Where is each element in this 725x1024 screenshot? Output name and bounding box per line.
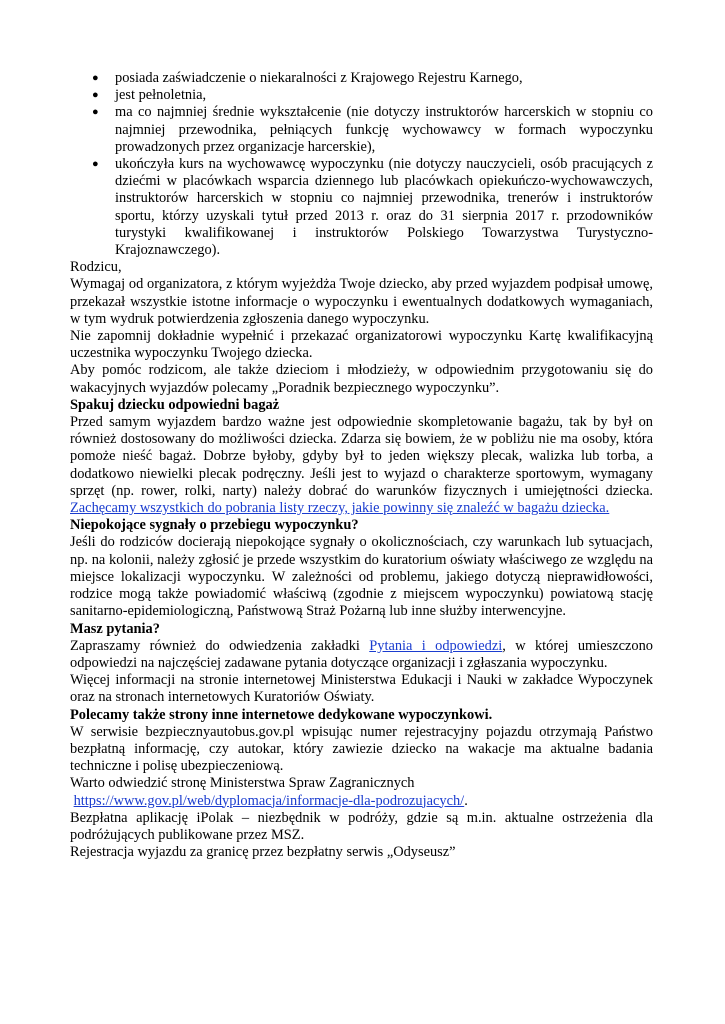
paragraph-bagaz-text: Przed samym wyjazdem bardzo ważne jest odpowiednie skompletowanie bagażu, tak by był on również dostosowany do możliwości dziecka. Zdarza się bowiem, że w pobliżu nie ma osoby, która pomoże nieść bagaż. Dobrze byłoby, gdyby był to jeden większy plecak, walizka lub torba, a dodatkowo niewielki plecak podręczny. Jeśli jest to wyjazd o charakterze sportowym, wymagany sprzęt (np. rower, rolki, narty) należy dobrać do warunków fizycznych i umiejętności dziecka. <box>70 414 653 499</box>
paragraph-pytania <box>70 638 653 672</box>
bullet-icon: ● <box>92 158 99 171</box>
paragraph-sygnaly: Jeśli do rodziców docierają niepokojące sygnały o okolicznościach, czy warunkach lub sytuacjach, np. na kolonii, należy zgłosić je przede wszystkim do kuratorium oświaty właściwego ze względu na miejsce lokalizacji wypoczynku. W zależności od problemu, jakiego dotyczą nieprawidłowości, rodzice mogą także powiadomić właściwą (zgodnie z miejscem wypoczynku) powiatową stację sanitarno-epidemiologiczną, Państwową Straż Pożarną lub inne służby interwencyjne. <box>70 534 653 620</box>
link-lista-rzeczy[interactable]: Zachęcamy wszystkich do pobrania listy rzeczy, jakie powinny się znaleźć w bagażu dziecka. <box>70 500 610 517</box>
heading-pytania: Masz pytania? <box>70 620 160 637</box>
link-msz[interactable]: https://www.gov.pl/web/dyplomacja/informacje-dla-podrozujacych/ <box>73 792 465 809</box>
paragraph-poradnik: Aby pomóc rodzicom, ale także dzieciom i młodzieży, w odpowiednim przygotowaniu się do wakacyjnych wyjazdów polecamy „Poradnik bezpiecznego wypoczynku”. <box>70 362 653 396</box>
list-item-text: jest pełnoletnia, <box>115 87 207 104</box>
paragraph-msz: Warto odwiedzić stronę Ministerstwa Spraw Zagranicznych <box>70 775 415 792</box>
bullet-icon: ● <box>92 106 99 119</box>
link-msz-suffix: . <box>464 792 468 809</box>
paragraph-odyseusz: Rejestracja wyjazdu za granicę przez bezpłatny serwis „Odyseusz” <box>70 844 456 861</box>
paragraph-wymagaj: Wymagaj od organizatora, z którym wyjeżdża Twoje dziecko, aby przed wyjazdem podpisał umowę, przekazał wszystkie istotne informacje o wypoczynku i ewentualnych dodatkowych wymaganiach, w tym wydruk potwierdzenia zgłoszenia danego wypoczynku. <box>70 276 653 327</box>
salutation: Rodzicu, <box>70 259 122 276</box>
list-item-text: ma co najmniej średnie wykształcenie (nie dotyczy instruktorów harcerskich w stopniu co najmniej przewodnika, pełniących funkcję wychowawcy w formach wypoczynku prowadzonych przez organizacje harcerskie), <box>115 104 653 155</box>
paragraph-nie-zapomnij: Nie zapomnij dokładnie wypełnić i przekazać organizatorowi wypoczynku Kartę kwalifikacyjną uczestnika wypoczynku Twojego dziecka. <box>70 328 653 362</box>
document-page <box>70 70 653 861</box>
paragraph-pytania-text-2: , w której umieszczono odpowiedzi na najczęściej zadawane pytania dotyczące organizacji i zgłaszania wypoczynku. <box>70 637 653 671</box>
heading-bagaz: Spakuj dziecku odpowiedni bagaż <box>70 396 280 413</box>
list-item <box>70 156 653 259</box>
list-item-text: posiada zaświadczenie o niekaralności z Krajowego Rejestru Karnego, <box>115 70 523 86</box>
list-item-text: ukończyła kurs na wychowawcę wypoczynku (nie dotyczy nauczycieli, osób pracujących z dziećmi w placówkach wsparcia dziennego lub placówkach opiekuńczo-wychowawczych, instruktorów harcerskich w stopniu co najmniej przewodnika, trenerów i instruktorów sportu, którzy uzyskali tytuł przed 2013 r. oraz do 31 sierpnia 2017 r. przodowników turystyki kwalifikowanej i instruktorów Polskiego Towarzystwa Turystyczno-Krajoznawczego). <box>115 156 653 259</box>
paragraph-pytania-text-1: Zapraszamy również do odwiedzenia zakładki <box>70 637 370 654</box>
paragraph-bezpieczny-autobus: W serwisie bezpiecznyautobus.gov.pl wpisując numer rejestracyjny pojazdu otrzymają Państwo bezpłatną informację, czy autokar, który zawiezie dziecko na wakacje ma aktualne badania techniczne i polisę ubezpieczeniową. <box>70 723 653 775</box>
paragraph-ipolak: Bezpłatna aplikację iPolak – niezbędnik w podróży, gdzie są m.in. aktualne ostrzeżenia dla podróżujących publikowane przez MSZ. <box>70 809 653 843</box>
bullet-icon: ● <box>92 72 99 84</box>
heading-sygnaly: Niepokojące sygnały o przebiegu wypoczynku? <box>70 517 359 534</box>
list-item <box>70 70 653 87</box>
paragraph-wiecej: Więcej informacji na stronie internetowej Ministerstwa Edukacji i Nauki w zakładce Wypoczynek oraz na stronach internetowych Kuratoriów Oświaty. <box>70 672 653 706</box>
bullet-icon: ● <box>92 89 99 102</box>
list-item <box>70 87 653 104</box>
paragraph-bagaz <box>70 414 653 517</box>
link-pytania-odpowiedzi[interactable]: Pytania i odpowiedzi <box>369 637 503 654</box>
list-item <box>70 104 653 156</box>
heading-polecamy: Polecamy także strony inne internetowe dedykowane wypoczynkowi. <box>70 706 493 723</box>
requirements-list <box>70 70 653 259</box>
paragraph-msz-link <box>70 793 653 810</box>
